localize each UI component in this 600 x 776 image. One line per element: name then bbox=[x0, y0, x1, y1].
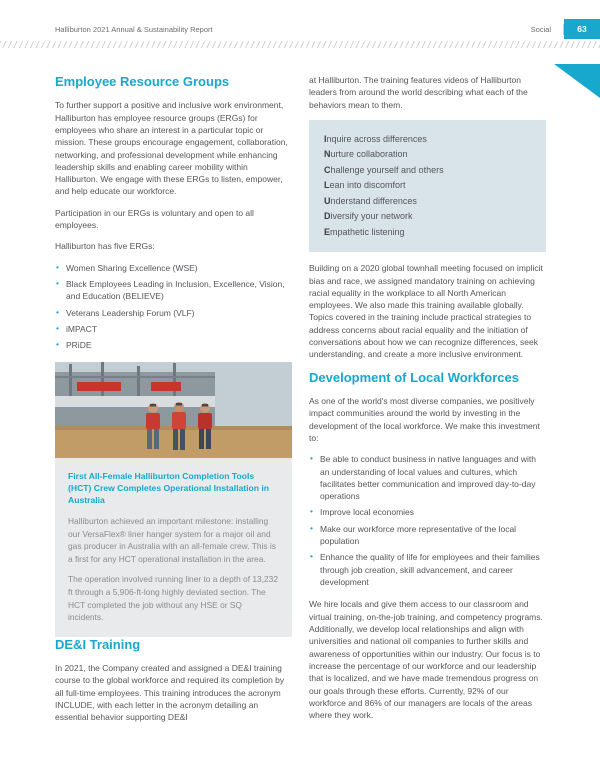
dei-paragraph-continued: at Halliburton. The training features videos of Halliburton leaders from around the world describing what each of the behaviors mean to them. bbox=[309, 75, 528, 110]
list-item-text: Be able to conduct business in native languages and with an understanding of local values and cultures, which facilitates better communication and improved day-to-day operations bbox=[320, 454, 536, 502]
list-item bbox=[309, 506, 546, 518]
include-letter: U bbox=[324, 195, 331, 206]
list-item bbox=[55, 307, 292, 319]
list-item-text: PRiDE bbox=[66, 340, 92, 351]
photo-paragraph-1: Halliburton achieved an important milestone: installing our VersaFlex® liner hanger system for a major oil and gas producer in Australia with an all-female crew. This is a first for any HCT operational installation in the area. bbox=[68, 515, 276, 564]
list-item-text: Black Employees Leading in Inclusion, Excellence, Vision, and Education (BELIEVE) bbox=[66, 279, 285, 302]
left-column bbox=[55, 74, 292, 733]
list-item bbox=[309, 551, 546, 588]
list-item-text: Women Sharing Excellence (WSE) bbox=[66, 262, 198, 273]
include-item bbox=[324, 225, 531, 240]
list-item bbox=[55, 339, 292, 351]
include-rest: nderstand differences bbox=[330, 195, 417, 206]
dlw-paragraph-1: As one of the world's most diverse companies, we positively impact communities around the world by investing in the development of the local workforce. We make this investment to: bbox=[309, 395, 540, 443]
include-item bbox=[324, 194, 531, 209]
report-title: Halliburton 2021 Annual & Sustainability Report bbox=[55, 24, 213, 34]
dei-heading: DE&I Training bbox=[55, 636, 141, 652]
dlw-heading: Development of Local Workforces bbox=[309, 369, 519, 385]
photo-paragraph-2: The operation involved running liner to a depth of 13,232 ft through a 5,906-ft-long highly deviated section. The HCT completed the job without any HSE or SQ incidents. bbox=[68, 574, 278, 623]
list-item-text: Make our workforce more representative of the local population bbox=[320, 523, 517, 547]
list-item bbox=[55, 278, 292, 303]
erg-paragraph-3: Halliburton has five ERGs: bbox=[55, 241, 155, 252]
page-header bbox=[55, 19, 600, 39]
include-item bbox=[324, 163, 531, 178]
erg-heading: Employee Resource Groups bbox=[55, 74, 230, 89]
dlw-paragraph-2: We hire locals and give them access to our classroom and virtual training, on-the-job training, and competency programs. Additionally, we develop local relationships and align with universities and national oil companies to further skills and awareness of opportunities within our industry. Our focus is to increase the percentage of our workforce and our leadership that is localized, and we have made tremendous progress on our goals through these efforts. Currently, 92% of our workforce and 86% of our managers are locals of the areas where they work. bbox=[309, 599, 543, 721]
erg-paragraph-2: Participation in our ERGs is voluntary and open to all employees. bbox=[55, 207, 254, 231]
training-paragraph: Building on a 2020 global townhall meeting focused on implicit bias and race, we assigned mandatory training on achieving racial equality in the workplace to all North American employees. We also made this training available globally. Topics covered in the training include practical strategies to address concerns about racial equality and the initiation of conversations about how we can recognize differences, seek understanding, and create a more inclusive environment. bbox=[309, 263, 543, 360]
include-rest: urture collaboration bbox=[330, 149, 408, 160]
erg-paragraph-1: To further support a positive and inclusive work environment, Halliburton has employee resource groups (ERGs) for employees who share an interest in a particular topic or mission. These groups encourage engagement, collaboration, networking, and professional development while enhancing leadership skills and enabling career mobility within Halliburton. We engage with these ERGs to listen, empower, and help educate our workforce. bbox=[55, 100, 288, 197]
list-item bbox=[309, 453, 546, 502]
include-rest: iversify your network bbox=[330, 211, 413, 222]
photo-caption: First All-Female Halliburton Completion Tools (HCT) Crew Completes Operational Installation in Australia bbox=[68, 470, 270, 506]
list-item-text: iMPACT bbox=[66, 323, 98, 334]
page-number: 63 bbox=[564, 19, 600, 39]
dlw-list bbox=[309, 453, 546, 588]
include-letter: D bbox=[324, 211, 331, 222]
include-letter: I bbox=[324, 133, 327, 144]
include-acronym-box bbox=[309, 120, 546, 252]
include-item bbox=[324, 209, 531, 224]
include-item bbox=[324, 132, 531, 147]
include-letter: N bbox=[324, 149, 331, 160]
photo-card bbox=[55, 362, 292, 637]
dei-paragraph-1: In 2021, the Company created and assigned a DE&I training course to the global workforce and required its completion by all full-time employees. This training introduces the acronym INCLUDE, with each letter in the acronym detailing an essential behavior supporting DE&I bbox=[55, 663, 285, 723]
list-item bbox=[55, 323, 292, 335]
header-right bbox=[531, 19, 600, 39]
include-rest: nquire across differences bbox=[326, 133, 427, 144]
hatch-divider bbox=[0, 41, 600, 48]
list-item-text: Improve local economies bbox=[320, 507, 415, 518]
list-item bbox=[55, 262, 292, 274]
list-item-text: Veterans Leadership Forum (VLF) bbox=[66, 307, 195, 318]
include-rest: hallenge yourself and others bbox=[330, 164, 444, 175]
include-letter: L bbox=[324, 180, 330, 191]
include-rest: mpathetic listening bbox=[330, 226, 405, 237]
section-label: Social bbox=[530, 24, 551, 34]
corner-accent-triangle bbox=[554, 64, 600, 98]
erg-list bbox=[55, 262, 292, 352]
include-rest: ean into discomfort bbox=[329, 180, 406, 191]
list-item-text: Enhance the quality of life for employees and their families through job creation, skill advancement, and career development bbox=[320, 552, 540, 588]
list-item bbox=[309, 523, 546, 548]
right-column bbox=[309, 74, 546, 730]
include-letter: E bbox=[324, 226, 331, 237]
include-letter: C bbox=[324, 164, 331, 175]
include-item bbox=[324, 178, 531, 193]
crew-photo bbox=[55, 362, 292, 458]
include-item bbox=[324, 147, 531, 162]
